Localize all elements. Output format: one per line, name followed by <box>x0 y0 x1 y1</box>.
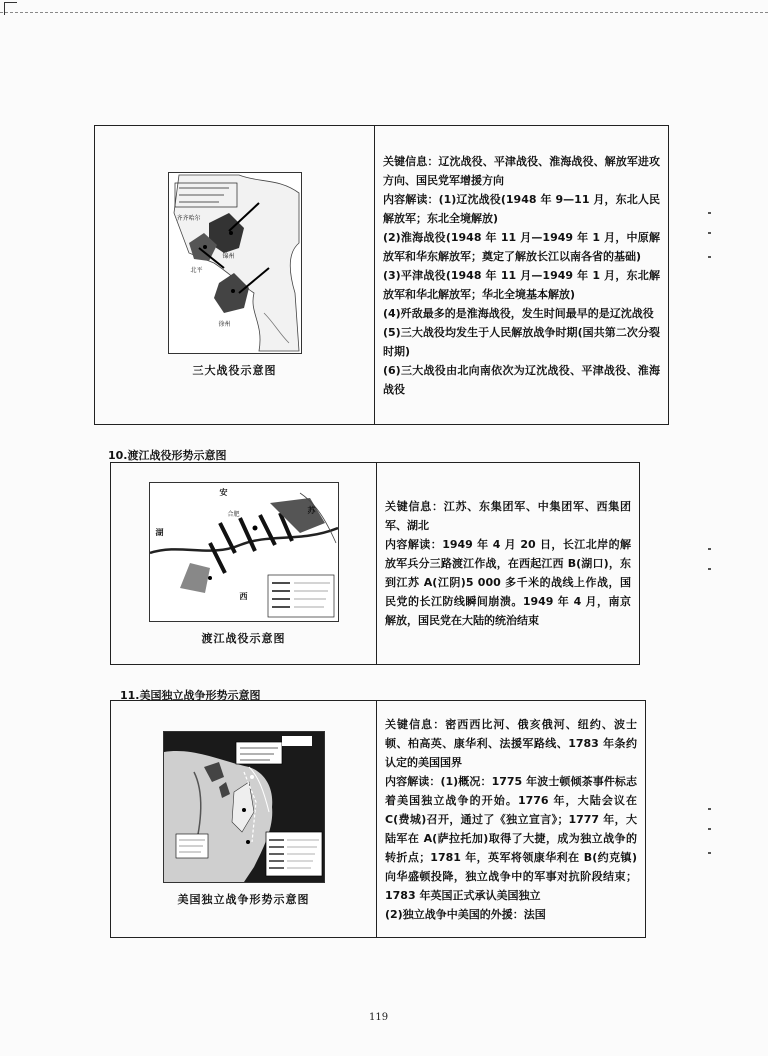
yangtze-crossing-map <box>149 482 339 622</box>
yangtze-text <box>385 497 631 630</box>
map-label: 苏 <box>307 505 316 515</box>
section-title: 11.美国独立战争形势示意图 <box>120 689 261 702</box>
map-label: 齐齐哈尔 <box>176 215 201 222</box>
map-caption: 三大战役示意图 <box>192 364 277 377</box>
key-info-label: 关键信息： <box>383 154 439 168</box>
scan-top-edge <box>0 12 768 13</box>
american-revolution-map-graphic <box>164 732 324 882</box>
battles-table <box>94 125 669 425</box>
yangtze-text-cell <box>377 463 640 665</box>
scan-speck <box>708 212 711 214</box>
map-caption: 美国独立战争形势示意图 <box>177 893 310 906</box>
interpretation <box>385 772 637 905</box>
revolution-map-cell <box>111 701 377 938</box>
scan-speck <box>708 808 711 810</box>
page-number: 119 <box>369 1012 389 1023</box>
revolution-text-cell <box>377 701 646 938</box>
interpretation-item: (5)三大战役均发生于人民解放战争时期(国共第二次分裂时期) <box>383 325 660 358</box>
interpretation-item: (2)独立战争中美国的外援：法国 <box>385 907 546 921</box>
interpretation-item: (3)平津战役(1948 年 11 月—1949 年 1 月，东北解放军和华北解放军；华北全境基本解放) <box>383 268 660 301</box>
key-info <box>385 715 637 772</box>
key-info-value: 江苏、东集团军、中集团军、西集团军、湖北 <box>385 500 631 532</box>
interpretation-item: (1)概况：1775 年波士顿倾茶事件标志着美国独立战争的开始。1776 年，大陆会议在 C(费城)召开，通过了《独立宣言》；1777 年，大陆军在 A(萨拉托加)取得了大捷，成为独立战争的转折点；1781 年，英军将领康华利在 B(约克镇)向华盛顿投降，独立战争中的军事对抗阶段结束；1783 年英国正式承认美国独立 <box>385 774 638 902</box>
map-label: 锦州 <box>222 253 235 260</box>
key-info <box>385 497 631 535</box>
map-label: 北平 <box>190 267 203 274</box>
interpretation-label: 内容解读： <box>383 192 439 206</box>
interpretation-label: 内容解读： <box>385 774 441 788</box>
scan-speck <box>708 548 711 550</box>
battles-text <box>383 152 660 399</box>
scan-speck <box>708 256 711 258</box>
interpretation-item: 1949 年 4 月 20 日，长江北岸的解放军兵分三路渡江作战，在西起江西 B(湖口)，东到江苏 A(江阴)5 000 多千米的战线上作战，国民党的长江防线瞬间崩溃。1949 年 4 月，南京解放，国民党在大陆的统治结束 <box>385 538 632 627</box>
map-label: 徐州 <box>218 321 231 328</box>
scan-speck <box>708 828 711 830</box>
map-label: 安 <box>219 487 228 497</box>
three-campaigns-map-graphic <box>169 173 301 353</box>
scan-speck <box>708 852 711 854</box>
interpretation-item: (4)歼敌最多的是淮海战役，发生时间最早的是辽沈战役 <box>383 306 654 320</box>
american-revolution-table <box>110 700 646 938</box>
key-info-value: 辽沈战役、平津战役、淮海战役、解放军进攻方向、国民党军增援方向 <box>383 154 661 187</box>
scan-corner-mark <box>4 2 17 15</box>
revolution-text <box>385 715 637 924</box>
section-title: 10.渡江战役形势示意图 <box>108 449 227 462</box>
scan-speck <box>708 568 711 570</box>
yangtze-map-cell <box>111 463 377 665</box>
key-info <box>383 152 660 190</box>
key-info-label: 关键信息： <box>385 717 446 731</box>
battles-map-cell <box>95 126 375 425</box>
key-info-label: 关键信息： <box>385 500 444 513</box>
american-revolution-map <box>163 731 325 883</box>
map-caption: 渡江战役示意图 <box>201 631 286 645</box>
battles-text-cell <box>375 126 669 425</box>
interpretation <box>385 535 631 630</box>
map-label: 西 <box>239 591 248 601</box>
interpretation-item: (2)淮海战役(1948 年 11 月—1949 年 1 月，中原解放军和华东解放军；奠定了解放长江以南各省的基础) <box>383 230 660 263</box>
scan-speck <box>708 232 711 234</box>
interpretation-item: (1)辽沈战役(1948 年 9—11 月，东北人民解放军；东北全境解放) <box>383 192 660 225</box>
map-label: 合肥 <box>227 510 240 518</box>
three-campaigns-map <box>168 172 302 354</box>
yangtze-table <box>110 462 640 665</box>
key-info-value: 密西西比河、俄亥俄河、纽约、波士顿、柏高英、康华利、法援军路线、1783 年条约认定的美国国界 <box>385 717 637 769</box>
interpretation-label: 内容解读： <box>385 538 443 551</box>
interpretation-item: (6)三大战役由北向南依次为辽沈战役、平津战役、淮海战役 <box>383 363 660 396</box>
map-label: 湖 <box>155 527 164 537</box>
